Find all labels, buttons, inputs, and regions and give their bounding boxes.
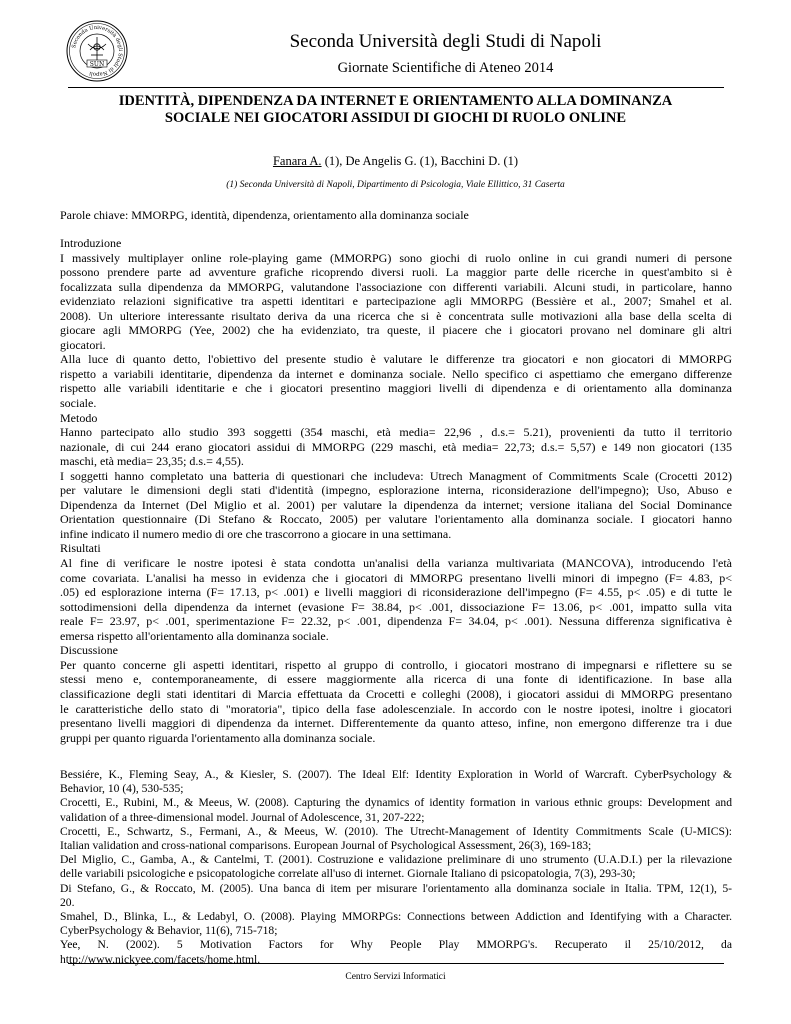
paper-body <box>60 236 732 745</box>
body-line: 2008). Un ulteriore interessante risultato deriva da una ricerca che si è concentrata sulle motivazioni alla base della scelta di <box>60 308 732 323</box>
section-heading-risultati: Risultati <box>60 541 101 556</box>
reference-line: Del Miglio, C., Gamba, A., & Cantelmi, T. (2001). Costruzione e validazione preliminare di uno strumento (U.A.D.I.) per la rilevazione <box>60 853 732 867</box>
body-line: gruppi per quanto riguarda l'orientamento alla dominanza sociale. <box>60 730 376 745</box>
reference-line: CyberPsychology & Behavior, 11(6), 715-718; <box>60 924 278 938</box>
seal-text: SUN <box>89 61 105 68</box>
section-heading-metodo: Metodo <box>60 410 98 425</box>
body-line: giocare agli MMORPG (Yee, 2002) che ha evidenziato, tra queste, il piacere che i giocatori provano nel dominare gli altri <box>60 323 732 338</box>
svg-text:Seconda Università degli Studi: Seconda Università degli Studi di Napoli <box>71 24 124 78</box>
footer-divider <box>68 963 724 964</box>
body-line: nazionale, di cui 244 erano giocatori assidui di MMORPG (229 maschi, età media= 22,73; d.s.= 5,57) e 149 non giocatori (135 <box>60 439 732 454</box>
body-line: reale F= 23.97, p< .001, sperimentazione F= 22.32, p< .001, dipendenza F= 34.04, p< .001). Nessuna differenza significativa è <box>60 614 732 629</box>
body-line: focalizzata sulla dipendenza da MMORPG, valutandone l'associazione con differenti variabili. Alcuni studi, in particolare, hanno <box>60 279 732 294</box>
paper-title <box>60 93 731 127</box>
body-line: giocatori. <box>60 337 106 352</box>
reference-line: Yee, N. (2002). 5 Motivation Factors for Why People Play MMORPG's. Recuperato il 25/10/2012, da <box>60 938 732 952</box>
body-line: rispetto a variabili identitarie, dipendenza da internet e dominanza sociale. Nello specifico ci aspettiamo che emergano differenze <box>60 366 732 381</box>
body-line: .05) ed esplorazione interna (F= 17.13, p< .001) e livelli maggiori di riconsiderazione dell'impegno (F= 4.55, p< .05) e di tutte le <box>60 585 732 600</box>
authors <box>0 154 791 169</box>
body-line: Dipendenza da Internet (Del Miglio et al. 2001) per valutare la dipendenza da internet; versione italiana del Social Dominance <box>60 497 732 512</box>
reference-line: Di Stefano, G., & Roccato, M. (2005). Una banca di item per misurare l'orientamento alla dominanza sociale in Italia. TPM, 12(1), 5- <box>60 881 732 895</box>
reference-line: delle variabili psicologiche e psicopatologiche correlate all'uso di internet. Giornale Italiano di psicopatologia, 7(3), 293-30; <box>60 867 636 881</box>
body-line: maschi, età media= 23,35; d.s.= 4,55). <box>60 454 244 469</box>
section-heading-introduzione: Introduzione <box>60 236 122 250</box>
reference-line: 20. <box>60 895 75 909</box>
body-line: stessi meno e, contemporaneamente, di essere maggiormente alla ricerca di una fonte di identificazione. In base alla <box>60 672 732 687</box>
title-line-1: IDENTITÀ, DIPENDENZA DA INTERNET E ORIENTAMENTO ALLA DOMINANZA <box>118 93 673 109</box>
body-line: Alla luce di quanto detto, l'obiettivo del presente studio è valutare le differenze tra giocatori e non giocatori di MMORPG <box>60 352 732 367</box>
body-line: sottodimensioni della dipendenza da internet (evasione F= 38.84, p< .001, dissociazione F= 13.06, p< .001, impatto sulla vita <box>60 599 732 614</box>
body-line: infine indicato il numero medio di ore che trascorrono a giocare in una settimana. <box>60 526 452 541</box>
body-line: emersa rispetto all'orientamento alla dominanza sociale. <box>60 628 329 643</box>
university-name: Seconda Università degli Studi di Napoli <box>289 31 602 52</box>
body-line: evidenziato relazioni significative tra aspetti identitari e partecipazione agli MMORPG (Bessière et al., 2007; Smahel et al. <box>60 294 732 309</box>
reference-line: Crocetti, E., Rubini, M., & Meeus, W. (2008). Capturing the dynamics of identity formation in various ethnic groups: Development and <box>60 796 732 810</box>
footer-text: Centro Servizi Informatici <box>345 972 446 982</box>
references <box>60 768 732 967</box>
body-line: presentano livelli maggiori di dipendenza da internet. Differentemente da quanto atteso, infine, non emergono differenze tra i due <box>60 716 732 731</box>
body-line: come covariata. L'analisi ha messo in evidenza che i giocatori di MMORPG presentano livelli minori di impegno (F= 4.83, p< <box>60 570 732 585</box>
reference-line: Smahel, D., Blinka, L., & Ledabyl, O. (2008). Playing MMORPGs: Connections between Addiction and Identifying with a Character. <box>60 910 732 924</box>
other-authors: (1), De Angelis G. (1), Bacchini D. (1) <box>321 154 519 168</box>
body-line: per valutare le dimensioni degli stati d'identità (impegno, esplorazione interna, riconsiderazione dell'impegno); Uso, Abuso e <box>60 483 732 498</box>
conference-name: Giornate Scientifiche di Ateneo 2014 <box>337 60 554 76</box>
body-line: sociale. <box>60 396 97 411</box>
body-line: le caratteristiche dello stato di "moratoria", tipico della fase adolescenziale. In accordo con le nostre ipotesi, inoltre i giocatori <box>60 701 732 716</box>
body-line: classificazione degli stati identitari di Marcia effettuata da Crocetti e colleghi (2008), i giocatori assidui di MMORPG presentano <box>60 686 732 701</box>
keywords: Parole chiave: MMORPG, identità, dipendenza, orientamento alla dominanza sociale <box>60 208 469 222</box>
affiliation: (1) Seconda Università di Napoli, Dipartimento di Psicologia, Viale Ellittico, 31 Caserta <box>226 180 565 190</box>
body-line: Hanno partecipato allo studio 393 soggetti (354 maschi, età media= 22,96 , d.s.= 5.21), provenienti da tutto il territorio <box>60 425 732 440</box>
body-line: rispetto alle variabili identitarie e che i giocatori presentino maggiori livelli di dipendenza e di orientamento alla dominanza <box>60 381 732 396</box>
reference-line: Italian validation and cross-national comparisons. European Journal of Psychological Assessment, 26(3), 169-183; <box>60 839 592 853</box>
body-line: I soggetti hanno completato una batteria di questionari che includeva: Utrech Managment of Commitments Scale (Crocetti 2012) <box>60 468 732 483</box>
first-author: Fanara A. <box>272 154 322 168</box>
reference-line: Bessiére, K., Fleming Seay, A., & Kiesler, S. (2007). The Ideal Elf: Identity Exploration in World of Warcraft. CyberPsychology & <box>60 768 732 781</box>
title-line-2: SOCIALE NEI GIOCATORI ASSIDUI DI GIOCHI DI RUOLO ONLINE <box>164 110 627 126</box>
body-line: Per quanto concerne gli aspetti identitari, rispetto al gruppo di controllo, i giocatori mostrano di impegnarsi e riflettere su se <box>60 657 732 672</box>
reference-link[interactable]: http://www.nickyee.com/facets/home.html. <box>60 952 261 966</box>
body-line: I massively multiplayer online role-playing game (MMORPG) sono giochi di ruolo online in cui grandi numeri di persone <box>60 250 732 265</box>
reference-line: Crocetti, E., Schwartz, S., Fermani, A., & Meeus, W. (2010). The Utrecht-Management of Identity Commitments Scale (U-MICS): <box>60 824 732 838</box>
header-divider <box>68 87 724 88</box>
section-heading-discussione: Discussione <box>60 643 118 658</box>
reference-line: Behavior, 10 (4), 530-535; <box>60 782 184 796</box>
body-line: Orientation questionnaire (Di Stefano & Roccato, 2005) per valutare l'orientamento alla dominanza sociale. I giocatori hanno <box>60 512 732 527</box>
body-line: possono prendere parte ad avventure grafiche ricoprendo diversi ruoli. La maggior parte delle ricerche in quest'ambito si è <box>60 265 732 280</box>
body-line: Al fine di verificare le nostre ipotesi è stata condotta un'analisi della varianza multivariata (MANCOVA), introducendo l'età <box>60 556 732 571</box>
reference-line: validation of a three-dimensional model. Journal of Adolescence, 31, 207-222; <box>60 810 425 824</box>
